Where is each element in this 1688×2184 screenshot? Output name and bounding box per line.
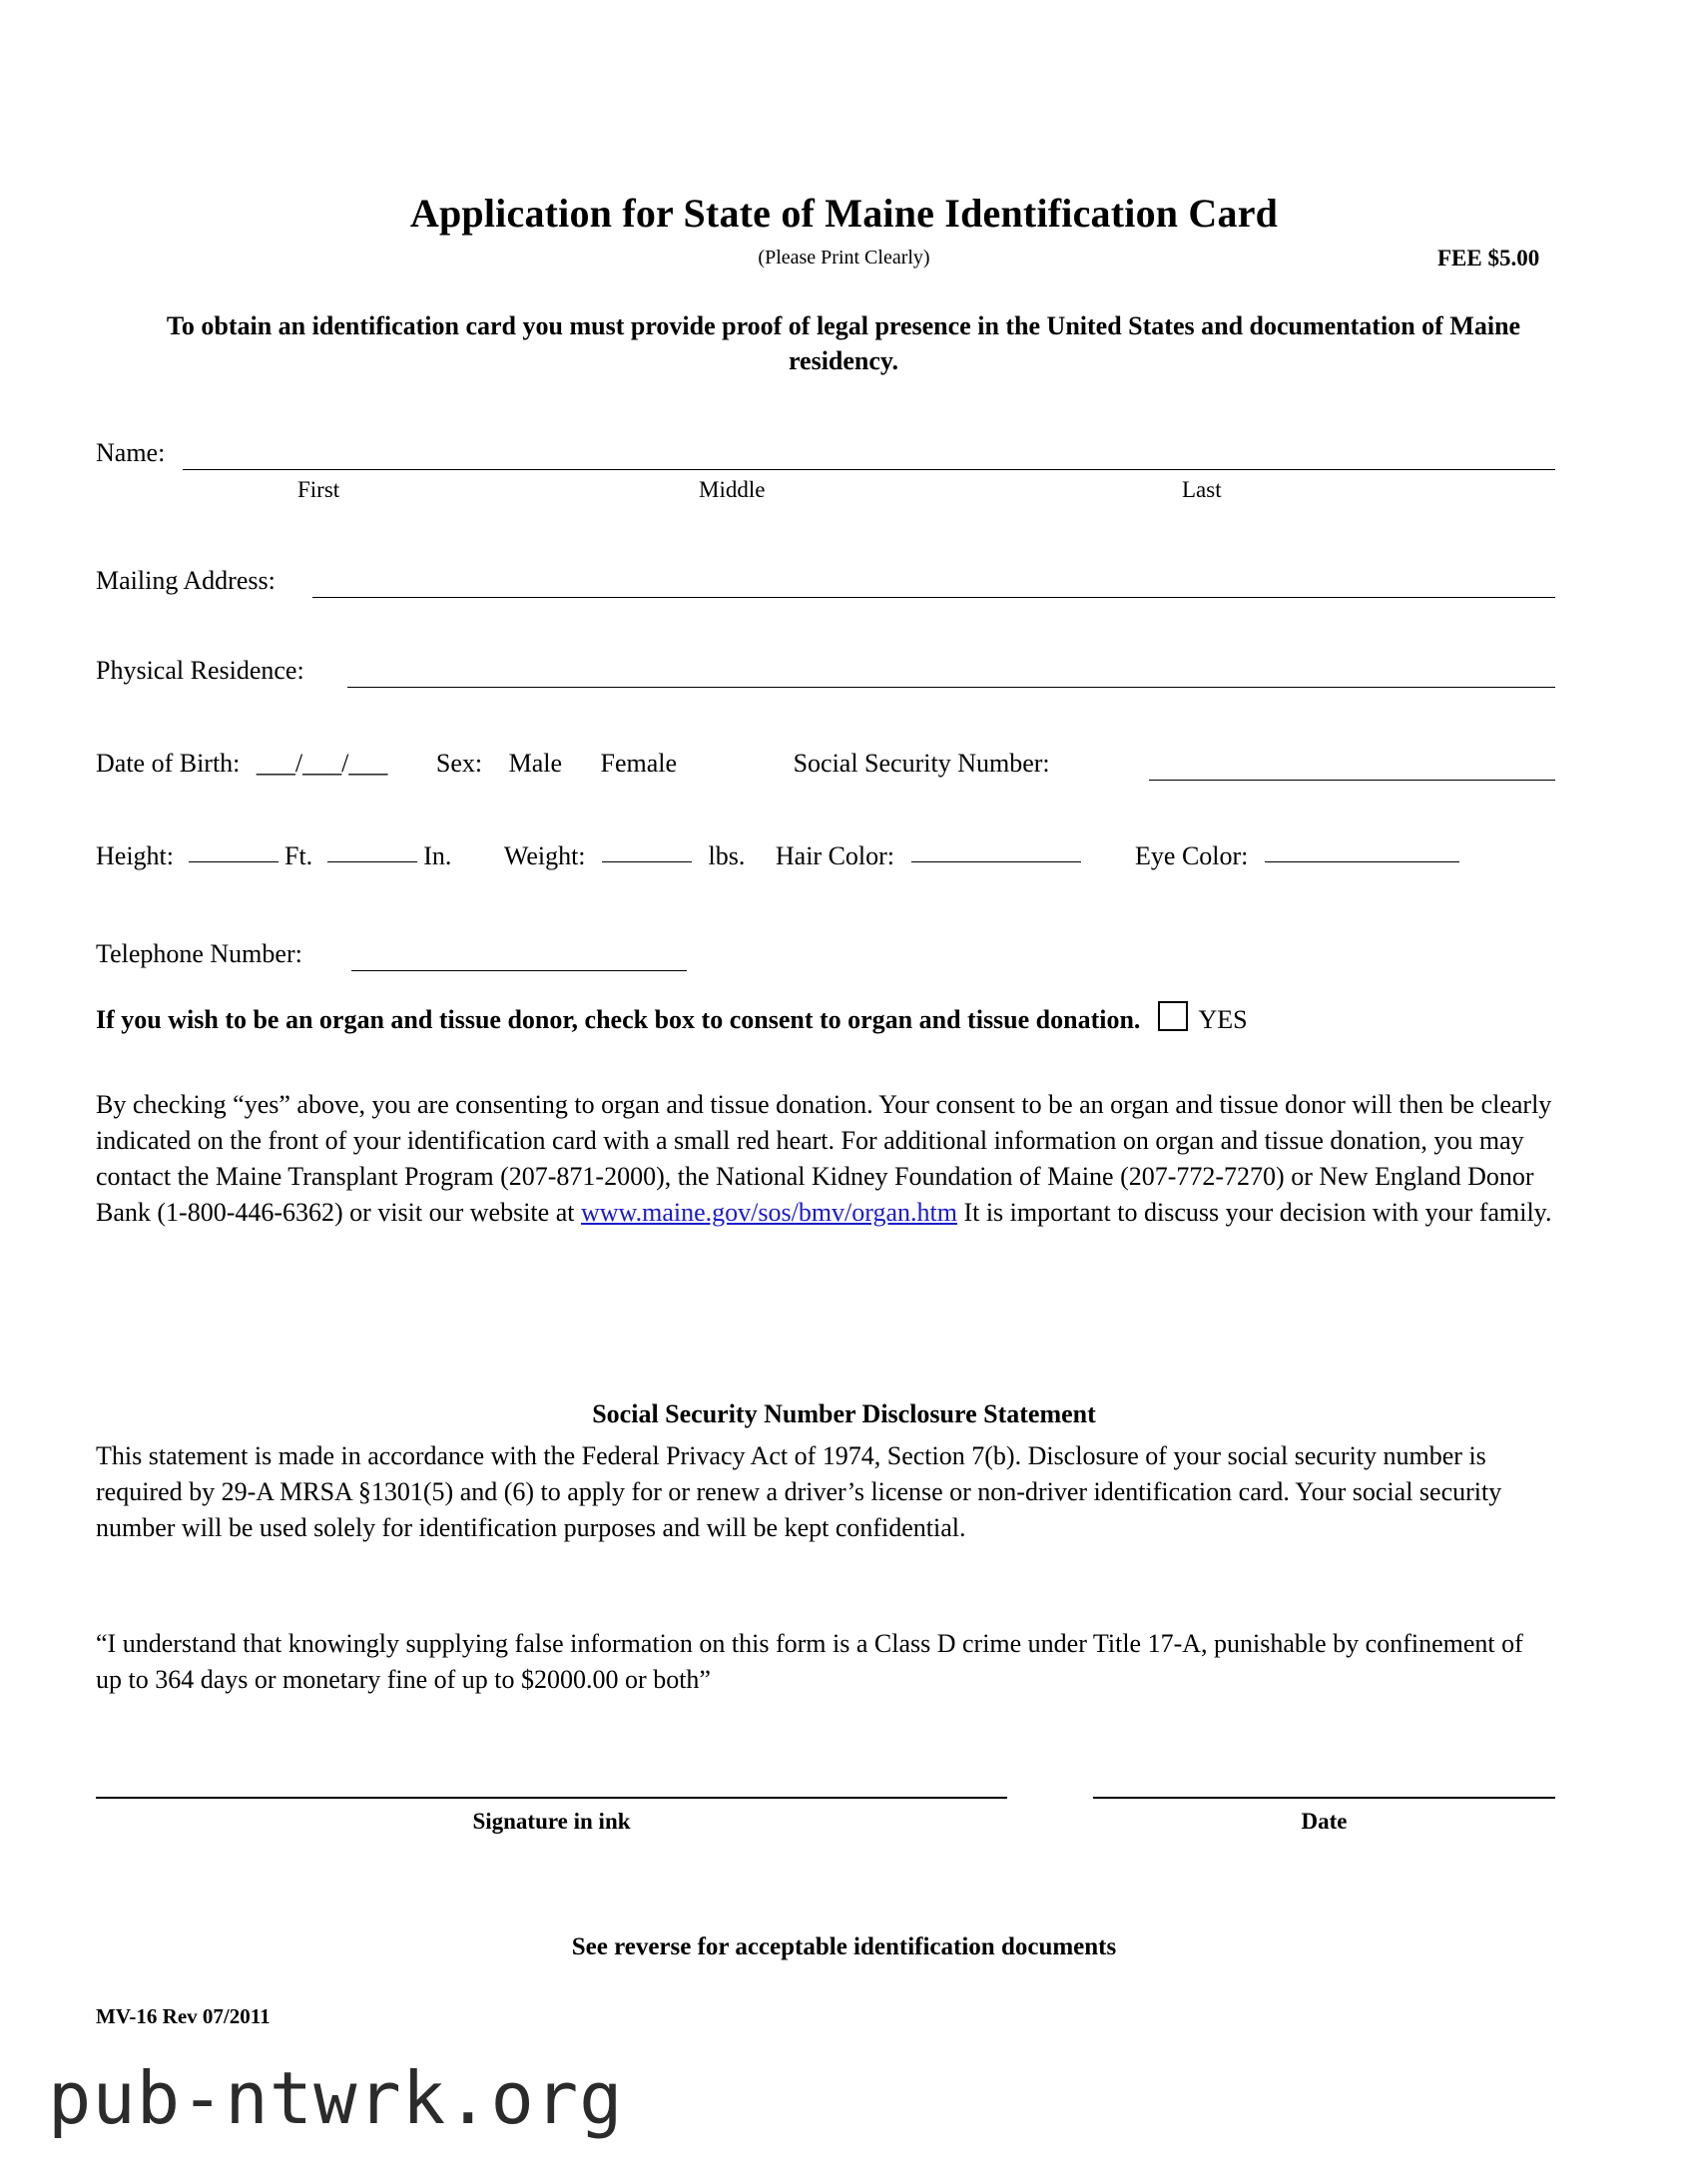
sex-option-male[interactable]: Male (508, 749, 563, 778)
organ-donor-paragraph-part1: By checking “yes” above, you are consenting to organ and tissue donation. Your consent to be an organ and tissue donor will then be clearly indicated on the front of your identification card with a small red heart. For additional information on organ and tissue donation, you may contact the Maine Transplant Program (207-871-2000), the National Kidney Foundation of Maine (207-772-7270) or New England Donor Bank (1-800-446-6362) or visit our website at (96, 1090, 1552, 1227)
mailing-address-row (96, 568, 276, 594)
dob-blanks[interactable]: ___/___/___ (256, 749, 388, 778)
name-sublabel-middle: Middle (699, 477, 766, 502)
date-caption: Date (1301, 1809, 1348, 1834)
name-row (96, 440, 165, 466)
reverse-side-note: See reverse for acceptable identification documents (571, 1933, 1117, 1960)
organ-donor-prompt-row (96, 1001, 1248, 1035)
eye-color-label: Eye Color: (1135, 841, 1249, 870)
name-sublabel-first: First (297, 477, 340, 502)
date-line[interactable] (1093, 1797, 1555, 1799)
weight-input-line[interactable] (602, 861, 692, 862)
organ-donor-yes-label: YES (1198, 1005, 1248, 1034)
name-sublabel-last: Last (1182, 477, 1222, 502)
organ-donor-prompt: If you wish to be an organ and tissue donor, check box to consent to organ and tissue donation. (96, 1005, 1141, 1034)
organ-donor-checkbox[interactable] (1158, 1001, 1188, 1031)
dob-label: Date of Birth: (96, 749, 241, 778)
hair-color-label: Hair Color: (775, 841, 895, 870)
ssn-disclosure-heading: Social Security Number Disclosure Statement (592, 1399, 1096, 1428)
dob-sex-ssn-row (96, 751, 1050, 777)
sex-label: Sex: (435, 749, 483, 778)
organ-donation-website-link[interactable]: www.maine.gov/sos/bmv/organ.htm (580, 1197, 957, 1227)
fee-amount: FEE $5.00 (1437, 246, 1540, 271)
page-title: Application for State of Maine Identification Card (409, 191, 1279, 236)
attestation-statement: “I understand that knowingly supplying false information on this form is a Class D crime under Title 17-A, punishable by confinement of up to 364 days or monetary fine of up to $2000.00 or both” (96, 1629, 1523, 1694)
signature-line[interactable] (96, 1797, 1007, 1799)
organ-donor-paragraph-part2: It is important to discuss your decision with your family. (956, 1197, 1552, 1227)
name-input-line[interactable] (183, 469, 1555, 470)
physical-residence-row (96, 658, 304, 684)
hair-color-input-line[interactable] (911, 861, 1081, 862)
print-clearly-note: (Please Print Clearly) (758, 247, 930, 269)
intro-statement: To obtain an identification card you must provide proof of legal presence in the United States and documentation of Maine residency. (166, 311, 1521, 375)
form-revision-code: MV-16 Rev 07/2011 (96, 2004, 271, 2028)
weight-label: Weight: (503, 841, 586, 870)
signature-caption: Signature in ink (472, 1809, 631, 1834)
height-in-input-line[interactable] (327, 861, 417, 862)
eye-color-input-line[interactable] (1265, 861, 1459, 862)
telephone-input-line[interactable] (351, 970, 687, 971)
height-unit-ft: Ft. (284, 841, 313, 870)
name-label: Name: (96, 438, 166, 467)
mailing-address-input-line[interactable] (312, 597, 1555, 598)
ssn-disclosure-body: This statement is made in accordance with the Federal Privacy Act of 1974, Section 7(b). Disclosure of your social security number is required by 29-A MRSA §1301(5) and (6) to apply for or renew a driver’s license or non-driver identification card. Your social security number will be used solely for identification purposes and will be kept confidential. (96, 1441, 1502, 1542)
organ-donor-paragraph (96, 1087, 1555, 1231)
mailing-address-label: Mailing Address: (96, 566, 276, 595)
telephone-label: Telephone Number: (96, 939, 302, 968)
physical-residence-input-line[interactable] (347, 687, 1555, 688)
telephone-row (96, 941, 302, 967)
ssn-label: Social Security Number: (793, 749, 1050, 778)
sex-option-female[interactable]: Female (600, 749, 678, 778)
height-label: Height: (96, 841, 174, 870)
physical-description-row (96, 843, 1459, 869)
watermark: pub-ntwrk.org (48, 2056, 624, 2140)
height-unit-in: In. (423, 841, 452, 870)
ssn-input-line[interactable] (1149, 780, 1555, 781)
height-ft-input-line[interactable] (189, 861, 279, 862)
weight-unit: lbs. (708, 841, 746, 870)
physical-residence-label: Physical Residence: (96, 656, 304, 685)
